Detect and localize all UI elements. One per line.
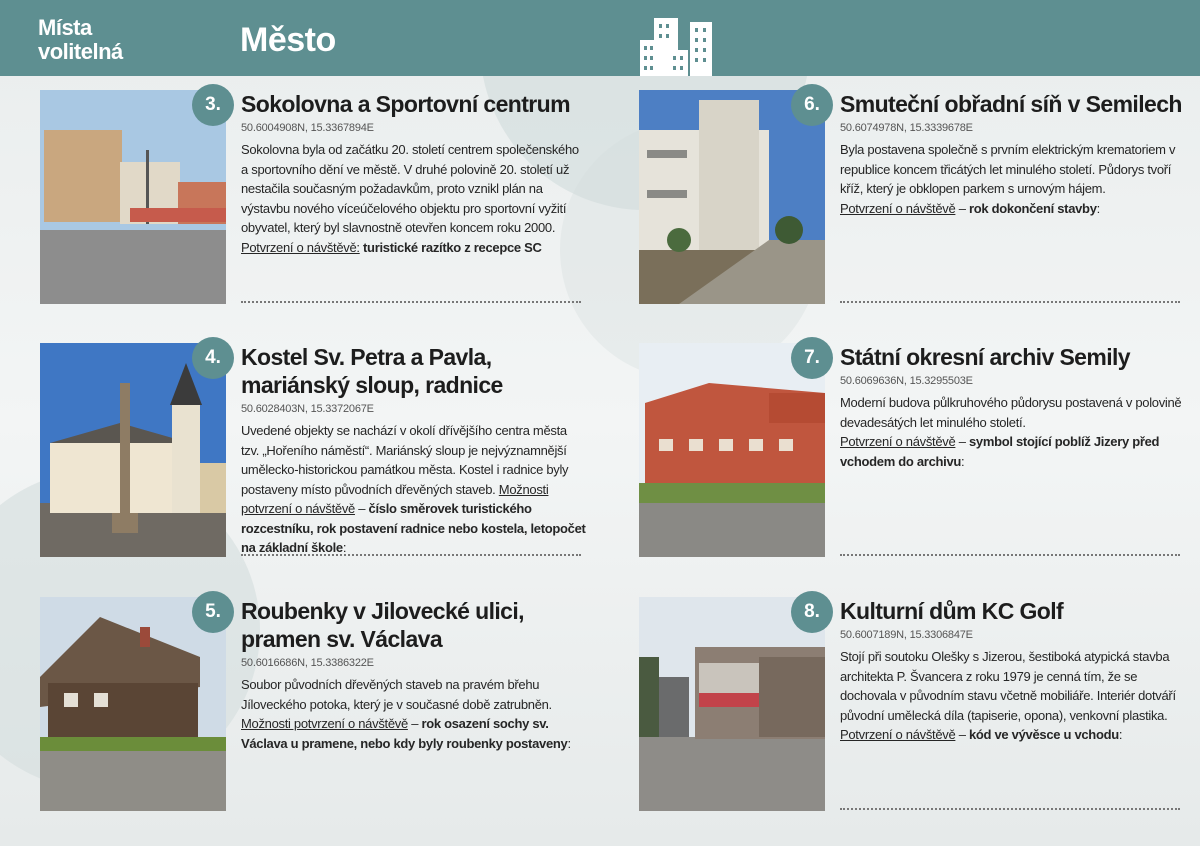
card-description — [241, 140, 586, 257]
card-title: Kostel Sv. Petra a Pavla, mariánský sloup, radnice — [241, 344, 503, 398]
confirm-value: kód ve vývěsce u vchodu — [968, 727, 1119, 742]
card-sokolovna — [40, 90, 600, 310]
card-description — [241, 421, 586, 558]
gps-coordinates: 50.6004908N, 15.3367894E — [241, 122, 374, 134]
confirm-link[interactable]: Možnosti potvrzení o návštěvě — [241, 716, 408, 731]
section-label — [38, 16, 123, 64]
header-bar — [0, 0, 1200, 76]
separator: – — [955, 434, 969, 449]
gps-coordinates: 50.6016686N, 15.3386322E — [241, 657, 374, 669]
card-archiv — [639, 343, 1199, 563]
buildings-icon — [638, 18, 714, 76]
number-badge: 4. — [192, 337, 234, 379]
card-title: Smuteční obřadní síň v Semilech — [840, 91, 1182, 117]
description-text: Soubor původních dřevěných staveb na pravém břehu Jíloveckého potoka, který je v současné době zatrubněn. — [241, 677, 552, 712]
gps-coordinates: 50.6069636N, 15.3295503E — [840, 375, 973, 387]
card-description — [840, 393, 1185, 471]
separator: – — [955, 727, 969, 742]
photo-sokolovna — [40, 90, 226, 304]
colon: : — [342, 540, 347, 555]
gps-coordinates: 50.6007189N, 15.3306847E — [840, 629, 973, 641]
separator: – — [407, 716, 422, 731]
number-badge: 3. — [192, 84, 234, 126]
page-title: Město — [240, 21, 336, 59]
confirm-value: číslo směrovek turistického rozcestníku, rok postavení radnice nebo kostela, letopočet na základní škole — [241, 501, 586, 555]
colon: : — [567, 735, 571, 751]
separator: – — [955, 200, 969, 216]
confirm-value: symbol stojící poblíž Jizery před vchodem do archivu — [840, 434, 1160, 469]
description-text: Stojí při soutoku Olešky s Jizerou, šestiboká atypická stavba architekta P. Švancera z roku 1979 je cenná tím, že se dochovala v původním stavu včetně mobiliáře. Interiér dotváří původní umělecká díla (tapiserie, opona), venkovní plastika. — [840, 649, 1176, 723]
photo-kostel — [40, 343, 226, 557]
confirm-value: rok osazení sochy sv. Václava u pramene, nebo kdy byly roubenky postaveny — [241, 716, 568, 751]
card-kc-golf — [639, 597, 1199, 817]
description-text: Moderní budova půlkruhového půdorysu postavená v polovině devadesátých let minulého století. — [840, 395, 1182, 430]
card-description — [241, 675, 586, 753]
number-badge: 6. — [791, 84, 833, 126]
description-text: Byla postavena společně s prvním elektrickým krematoriem v republice koncem třicátých let minulého století. Půdorys tvoří kříž, který je obklopen parkem s urnovým hájem. — [840, 142, 1176, 196]
description-text: Sokolovna byla od začátku 20. století centrem společenského a sportovního dění ve městě. V druhé polovině 20. století už nestačila současným požadavkům, proto vznikl plán na výstavbu nového víceúčelového objektu pro sportovní vyžití obyvatel, který byl slavnostně otevřen koncem roku 2000. — [241, 142, 579, 235]
card-description — [840, 647, 1185, 745]
colon: : — [1096, 200, 1100, 216]
gps-coordinates: 50.6074978N, 15.3339678E — [840, 122, 973, 134]
number-badge: 7. — [791, 337, 833, 379]
answer-line[interactable] — [840, 808, 1180, 810]
section-label-line2: volitelná — [38, 39, 123, 64]
confirm-link[interactable]: Potvrzení o návštěvě — [840, 434, 956, 449]
photo-kc-golf — [639, 597, 825, 811]
card-title: Roubenky v Jilovecké ulici, pramen sv. Václava — [241, 598, 524, 652]
card-roubenky — [40, 597, 600, 817]
photo-archiv — [639, 343, 825, 557]
confirm-value: turistické razítko z recepce SC — [363, 239, 542, 255]
section-label-line1: Místa — [38, 15, 92, 40]
card-title: Sokolovna a Sportovní centrum — [241, 91, 570, 117]
number-badge: 8. — [791, 591, 833, 633]
card-kostel — [40, 343, 600, 563]
description-text: Uvedené objekty se nachází v okolí dřívějšího centra města tzv. „Hořeního náměstí“. Mariánský sloup je nejvýznamnější umělecko-historickou památkou města. Kostel i radnice byly postaveny místo původních dřevěných staveb. — [241, 423, 569, 497]
photo-roubenky — [40, 597, 226, 811]
confirm-value: rok dokončení stavby — [968, 200, 1097, 216]
colon: : — [961, 453, 965, 469]
photo-obradni-sin — [639, 90, 825, 304]
answer-line[interactable] — [241, 301, 581, 303]
gps-coordinates: 50.6028403N, 15.3372067E — [241, 403, 374, 415]
answer-line[interactable] — [840, 301, 1180, 303]
separator: – — [354, 501, 369, 516]
confirm-link[interactable]: Potvrzení o návštěvě: — [241, 239, 360, 255]
confirm-link[interactable]: Možnosti potvrzení o návštěvě — [241, 481, 549, 516]
card-obradni-sin — [639, 90, 1199, 310]
card-description — [840, 140, 1185, 218]
answer-line[interactable] — [241, 554, 581, 556]
number-badge: 5. — [192, 591, 234, 633]
confirm-link[interactable]: Potvrzení o návštěvě — [840, 727, 956, 742]
card-title: Kulturní dům KC Golf — [840, 598, 1064, 624]
answer-line[interactable] — [840, 554, 1180, 556]
card-title: Státní okresní archiv Semily — [840, 344, 1130, 370]
colon: : — [1118, 727, 1123, 742]
confirm-link[interactable]: Potvrzení o návštěvě — [840, 200, 956, 216]
